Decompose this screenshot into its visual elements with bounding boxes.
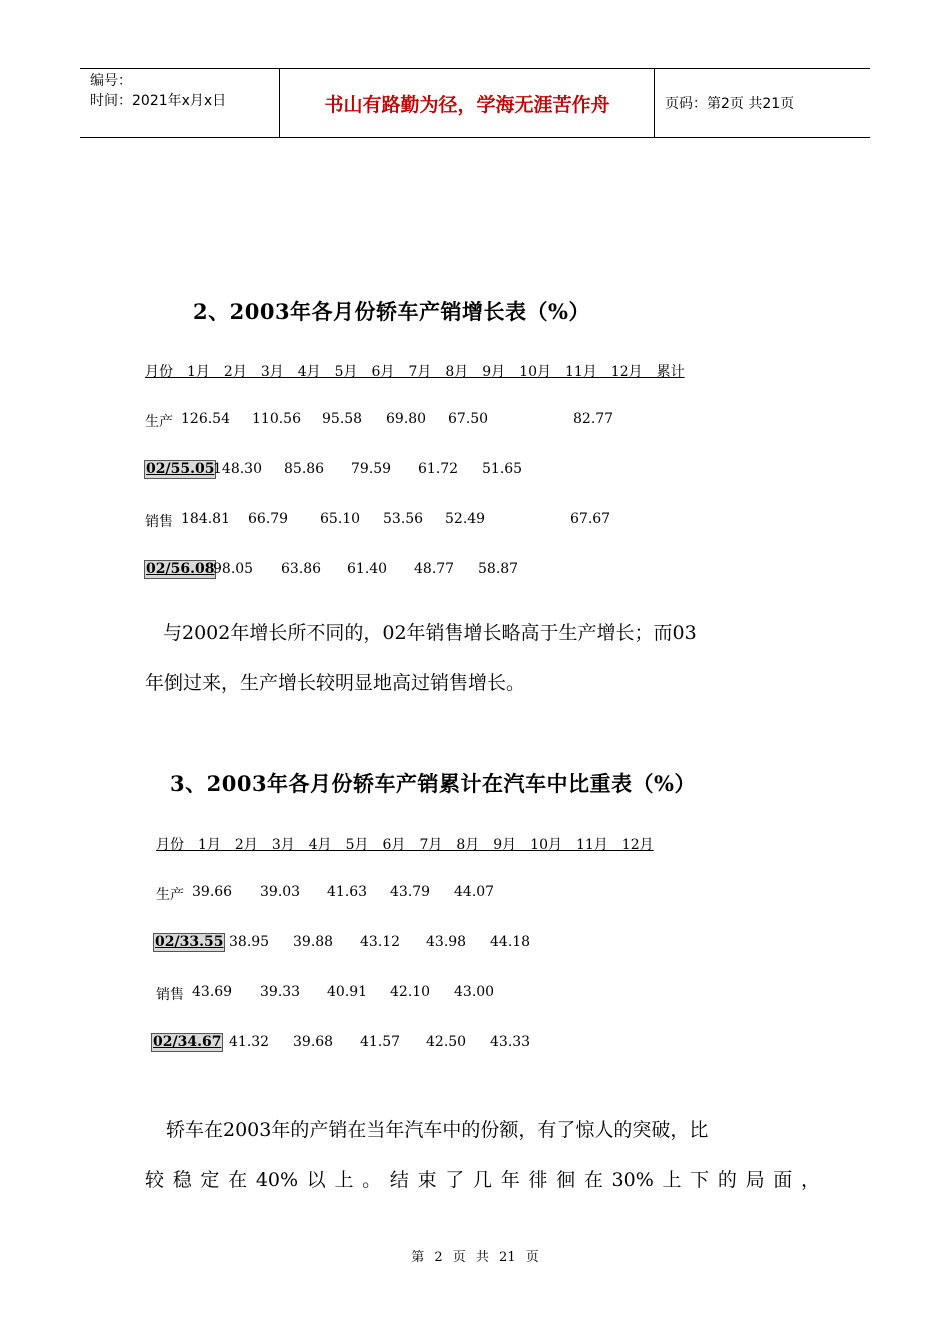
value-cell: 69.80 <box>386 411 427 427</box>
value-cell: 58.87 <box>478 561 519 577</box>
value-cell: 39.68 <box>293 1034 334 1050</box>
value-cell: 43.69 <box>192 984 233 1000</box>
value-cell: 48.77 <box>414 561 455 577</box>
page-header <box>80 68 870 138</box>
prev-year-label: 02/34.67 <box>153 1034 222 1050</box>
value-cell: 67.50 <box>448 411 489 427</box>
value-cell: 43.79 <box>390 884 431 900</box>
value-cell: 53.56 <box>383 511 424 527</box>
paragraph-1-line-2: 年倒过来，生产增长较明显地高过销售增长。 <box>145 672 526 694</box>
value-cell: 79.59 <box>351 461 392 477</box>
row-label: 销售 <box>145 514 173 530</box>
prev-year-label: 02/55.05 <box>146 461 215 477</box>
value-cell: 43.12 <box>360 934 401 950</box>
value-cell: 43.98 <box>426 934 467 950</box>
value-cell: 126.54 <box>181 411 230 427</box>
value-cell: 65.10 <box>320 511 361 527</box>
header-meta <box>80 69 280 137</box>
value-cell: 43.00 <box>454 984 495 1000</box>
value-cell: 52.49 <box>445 511 486 527</box>
value-cell: 110.56 <box>252 411 301 427</box>
value-cell: 66.79 <box>248 511 289 527</box>
value-cell: 41.32 <box>229 1034 270 1050</box>
value-cell: 39.03 <box>260 884 301 900</box>
paragraph-1-line-1: 与2002年增长所不同的，02年销售增长略高于生产增长；而03 <box>163 622 697 644</box>
paragraph-2-line-1: 轿车在2003年的产销在当年汽车中的份额，有了惊人的突破，比 <box>166 1119 709 1141</box>
value-cell: 44.07 <box>454 884 495 900</box>
prev-year-label: 02/33.55 <box>155 934 224 950</box>
section2-months-row: 月份 1月 2月 3月 4月 5月 6月 7月 8月 9月 10月 11月 12月 累计 <box>145 364 685 380</box>
header-motto: 书山有路勤为径，学海无涯苦作舟 <box>280 69 655 137</box>
value-cell: 38.95 <box>229 934 270 950</box>
value-cell: 82.77 <box>573 411 614 427</box>
number-label: 编号： <box>90 73 132 89</box>
value-cell: 95.58 <box>322 411 363 427</box>
value-cell: 63.86 <box>281 561 322 577</box>
header-page-info: 页码：第2页 共21页 <box>665 96 795 112</box>
section2-title: 2、2003年各月份轿车产销增长表（%） <box>193 299 591 324</box>
value-cell: 61.72 <box>418 461 459 477</box>
value-cell: 148.30 <box>213 461 262 477</box>
value-cell: 42.50 <box>426 1034 467 1050</box>
value-cell: 39.66 <box>192 884 233 900</box>
value-cell: 42.10 <box>390 984 431 1000</box>
value-cell: 39.88 <box>293 934 334 950</box>
row-label: 生产 <box>156 887 184 903</box>
value-cell: 41.63 <box>327 884 368 900</box>
value-cell: 43.33 <box>490 1034 531 1050</box>
value-cell: 41.57 <box>360 1034 401 1050</box>
prev-year-label: 02/56.08 <box>146 561 215 577</box>
value-cell: 39.33 <box>260 984 301 1000</box>
page-footer: 第 2 页 共 21 页 <box>411 1250 539 1265</box>
value-cell: 51.65 <box>482 461 523 477</box>
row-label: 生产 <box>145 414 173 430</box>
section3-title: 3、2003年各月份轿车产销累计在汽车中比重表（%） <box>170 771 697 796</box>
paragraph-2-line-2: 较稳定在40%以上。结束了几年徘徊在30%上下的局面， <box>145 1169 820 1191</box>
value-cell: 44.18 <box>490 934 531 950</box>
value-cell: 61.40 <box>347 561 388 577</box>
value-cell: 40.91 <box>327 984 368 1000</box>
value-cell: 67.67 <box>570 511 611 527</box>
value-cell: 85.86 <box>284 461 325 477</box>
section3-months-row: 月份 1月 2月 3月 4月 5月 6月 7月 8月 9月 10月 11月 12月 <box>156 837 654 853</box>
value-cell: 98.05 <box>213 561 254 577</box>
value-cell: 184.81 <box>181 511 230 527</box>
time-label: 时间：2021年x月x日 <box>90 93 227 109</box>
row-label: 销售 <box>156 987 184 1003</box>
